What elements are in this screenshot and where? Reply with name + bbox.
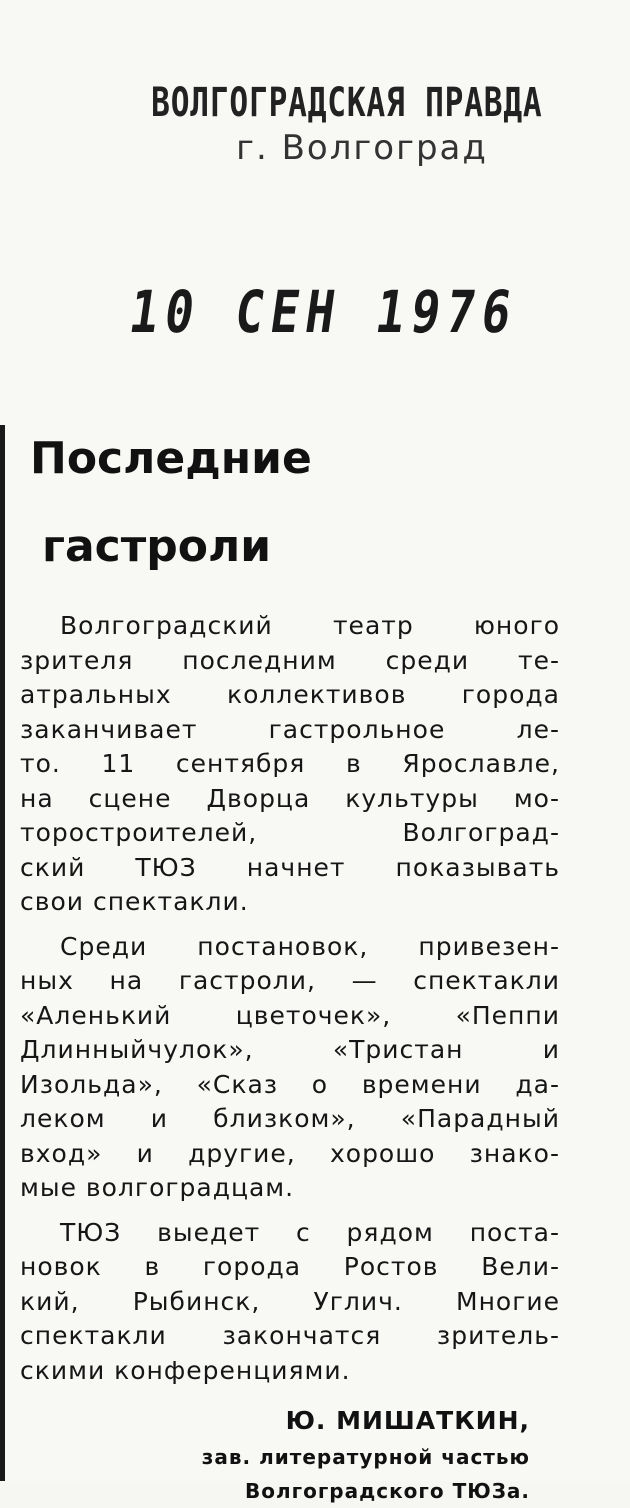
paragraph-1: [20, 609, 560, 920]
author-position-line-2: Волгоградского ТЮЗа.: [245, 1479, 530, 1503]
text-line: мые волгоградцам.: [20, 1173, 295, 1202]
date-stamp: 10 СЕН 1976: [125, 278, 522, 346]
text-line: на сцене Дворца культуры мо-: [20, 783, 560, 813]
text-line: ТЮЗ выедет с рядом поста-: [60, 1217, 560, 1247]
column-rule: [0, 425, 5, 1481]
newspaper-stamp: [92, 80, 602, 168]
text-line: торостроителей, Волгоград-: [20, 818, 560, 847]
text-line: Среди постановок, привезен-: [60, 931, 560, 961]
text-line: Длинныйчулок», «Тристан и: [20, 1035, 560, 1064]
text-line: леком и близком», «Парадный: [20, 1104, 560, 1133]
newspaper-city: г. Волгоград: [236, 128, 488, 168]
text-line: Изольда», «Сказ о времени да-: [20, 1069, 560, 1099]
text-line: свои спектакли.: [20, 887, 249, 916]
text-line: спектакли закончатся зритель-: [20, 1321, 560, 1350]
headline-line-2: гастроли: [42, 521, 272, 572]
author-position-line-1: зав. литературной частью: [201, 1445, 530, 1469]
author-name: Ю. МИШАТКИН,: [285, 1406, 530, 1435]
article: [20, 415, 560, 1508]
text-line: атральных коллективов города: [20, 680, 560, 709]
text-line: новок в города Ростов Вели-: [20, 1252, 560, 1281]
text-line: заканчивает гастрольное ле-: [20, 714, 560, 744]
text-line: «Аленький цветочек», «Пеппи: [20, 1000, 560, 1030]
text-line: вход» и другие, хорошо знако-: [20, 1138, 560, 1168]
text-line: ных на гастроли, — спектакли: [20, 966, 560, 995]
author-signature: [20, 1402, 560, 1508]
article-body: [20, 609, 560, 1388]
text-line: Волгоградский театр юного: [60, 611, 560, 640]
headline-line-1: Последние: [30, 433, 312, 484]
newspaper-name: ВОЛГОГРАДСКАЯ ПРАВДА: [151, 80, 543, 126]
text-line: то. 11 сентября в Ярославле,: [20, 749, 560, 778]
text-line: кий, Рыбинск, Углич. Многие: [20, 1286, 560, 1316]
paragraph-2: [20, 930, 560, 1206]
text-line: скими конференциями.: [20, 1355, 351, 1385]
text-line: зрителя последним среди те-: [20, 645, 560, 675]
paragraph-3: [20, 1216, 560, 1389]
text-line: ский ТЮЗ начнет показывать: [20, 852, 560, 882]
article-headline: [20, 415, 560, 591]
